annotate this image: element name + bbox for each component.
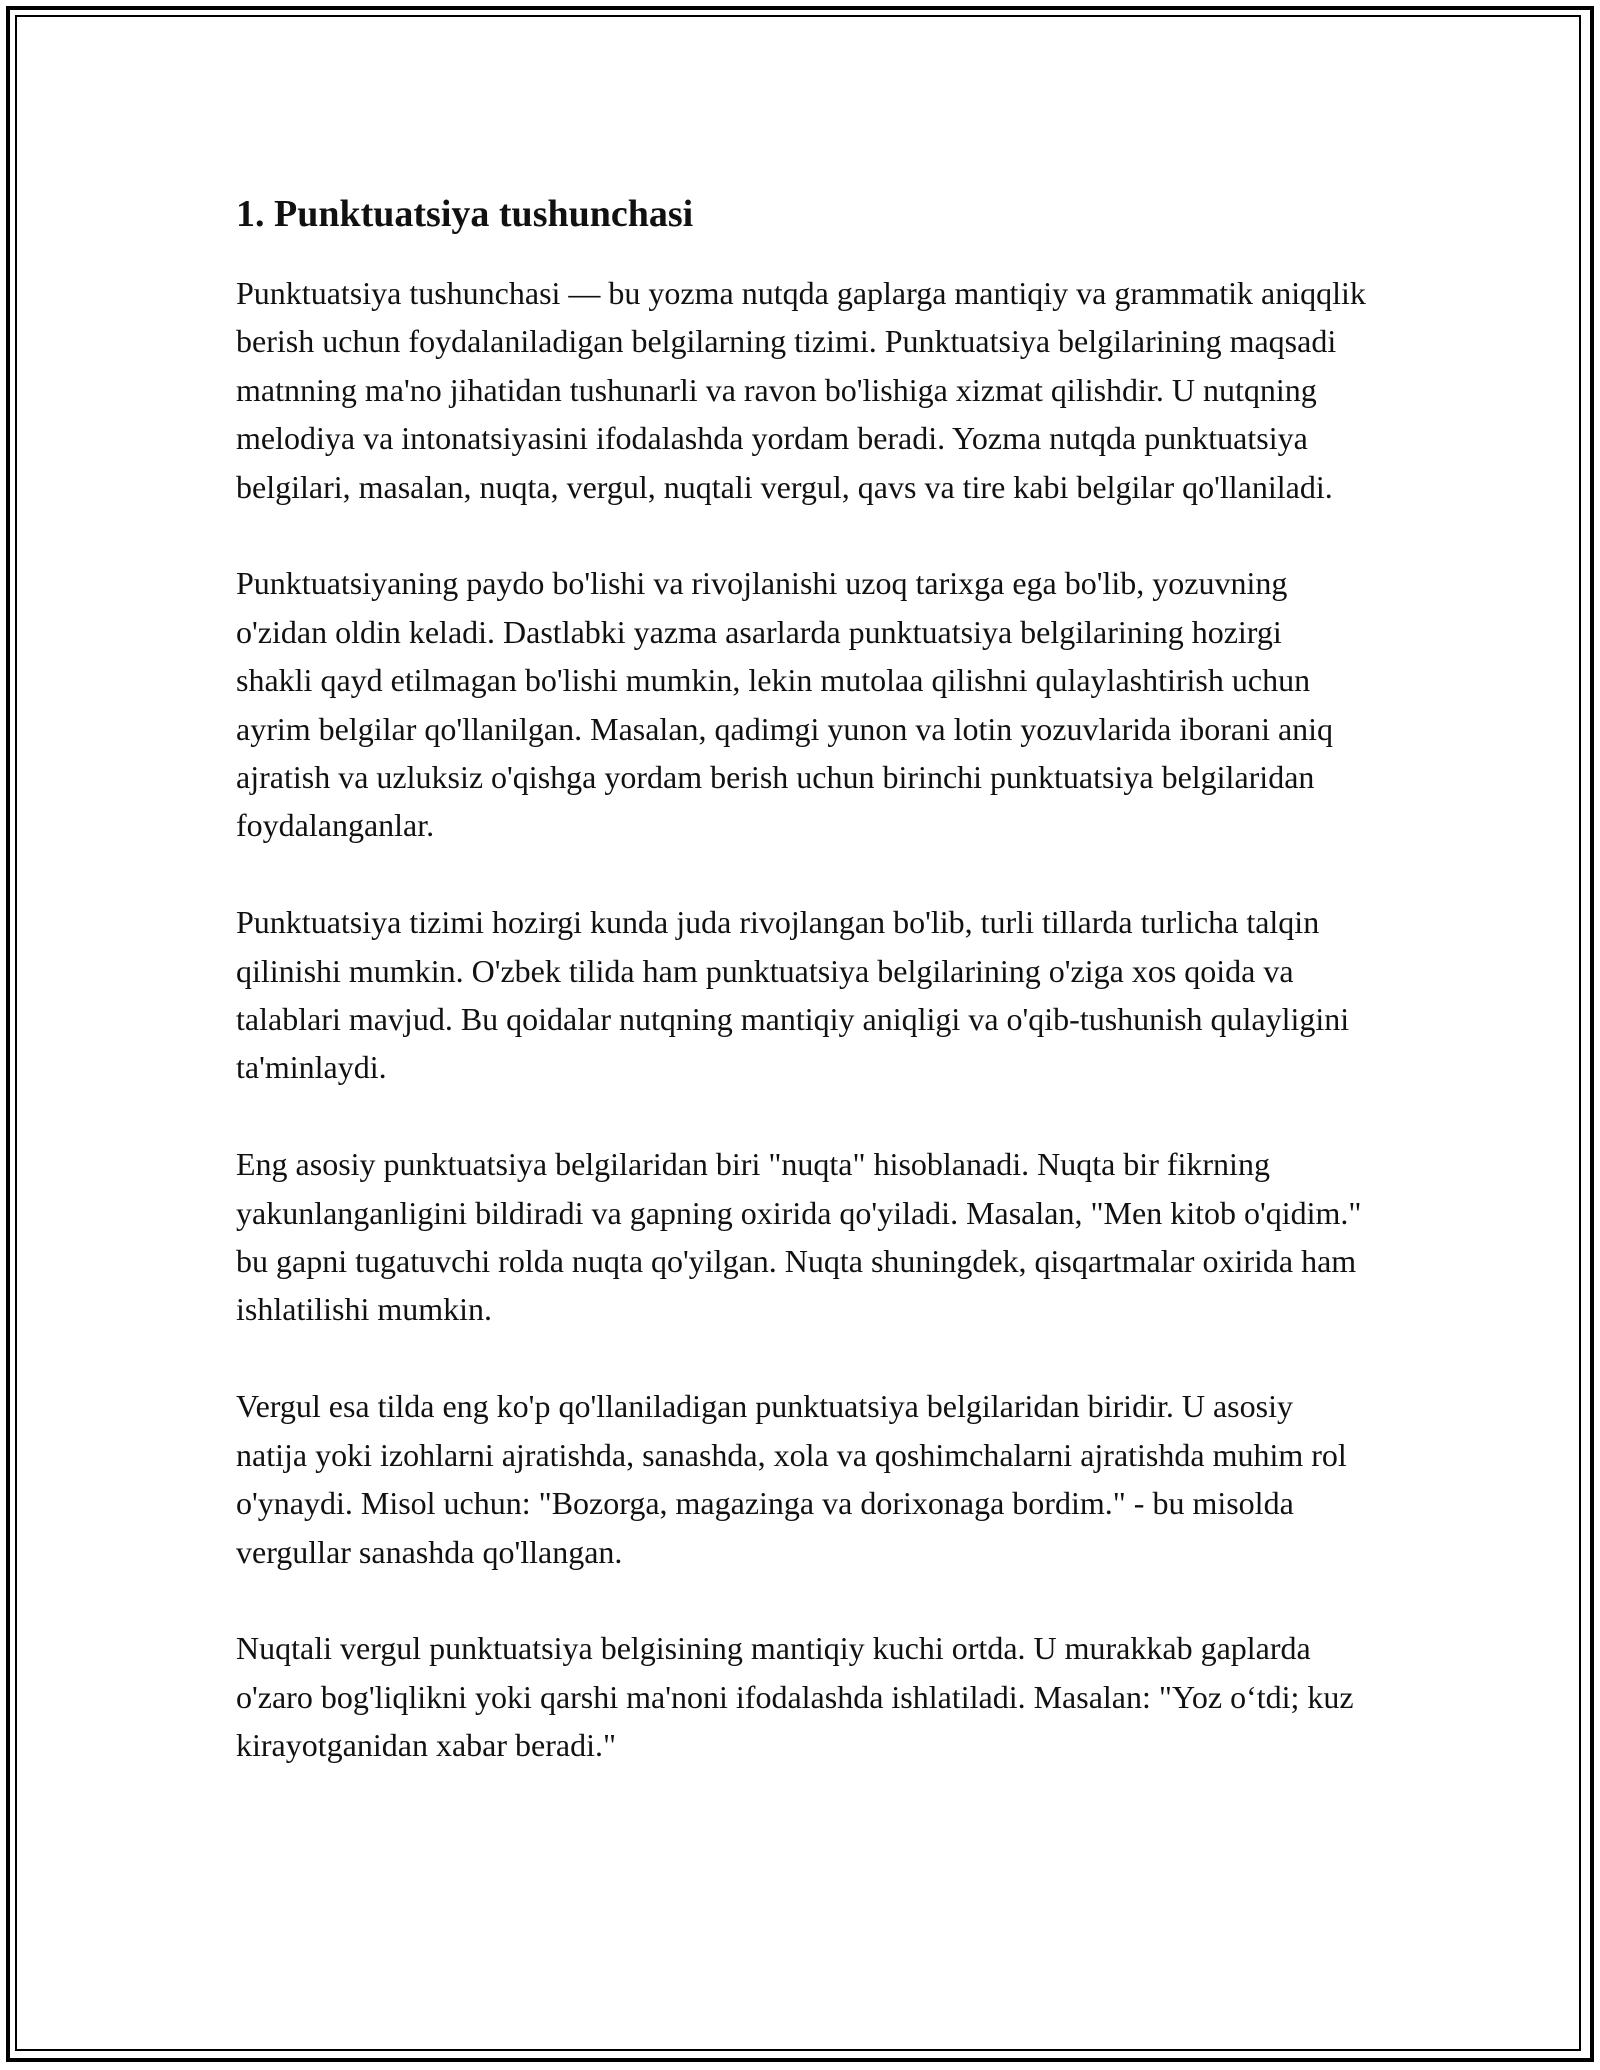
paragraph-period: Eng asosiy punktuatsiya belgilaridan biri "nuqta" hisoblanadi. Nuqta bir fikrning yakunlanganligini bildiradi va gapning oxirida qo'yiladi. Masalan, "Men kitob o'qidim." bu gapni tugatuvchi rolda nuqta qo'yilgan. Nuqta shuningdek, qisqartmalar oxirida ham ishlatilishi mumkin. — [236, 1146, 1362, 1328]
document-body — [236, 186, 1366, 1818]
paragraph-history: Punktuatsiyaning paydo bo'lishi va rivojlanishi uzoq tarixga ega bo'lib, yozuvning o'zidan oldin keladi. Dastlabki yazma asarlarda punktuatsiya belgilarining hozirgi shakli qayd etilmagan bo'lishi mumkin, lekin mutolaa qilishni qulaylashtirish uchun ayrim belgilar qo'llanilgan. Masalan, qadimgi yunon va lotin yozuvlarida iborani aniq ajratish va uzluksiz o'qishga yordam berish uchun birinchi punktuatsiya belgilaridan foydalanganlar. — [236, 565, 1334, 844]
paragraph-definition: Punktuatsiya tushunchasi — bu yozma nutqda gaplarga mantiqiy va grammatik aniqqlik berish uchun foydalaniladigan belgilarning tizimi. Punktuatsiya belgilarining maqsadi matnning ma'no jihatidan tushunarli va ravon bo'lishiga xizmat qilishdir. U nutqning melodiya va intonatsiyasini ifodalashda yordam beradi. Yozma nutqda punktuatsiya belgilari, masalan, nuqta, vergul, nuqtali vergul, qavs va tire kabi belgilar qo'llaniladi. — [236, 275, 1366, 505]
paragraph-modern-system: Punktuatsiya tizimi hozirgi kunda juda rivojlangan bo'lib, turli tillarda turlicha talqin qilinishi mumkin. O'zbek tilida ham punktuatsiya belgilarining o'ziga xos qoida va talablari mavjud. Bu qoidalar nutqning mantiqiy aniqligi va o'qib-tushunish qulayligini ta'minlaydi. — [236, 904, 1350, 1086]
paragraph-comma: Vergul esa tilda eng ko'p qo'llaniladigan punktuatsiya belgilaridan biridir. U asosiy natija yoki izohlarni ajratishda, sanashda, xola va qoshimchalarni ajratishda muhim rol o'ynaydi. Misol uchun: "Bozorga, magazinga va dorixonaga bordim." - bu misolda vergullar sanashda qo'llangan. — [236, 1388, 1347, 1570]
paragraph-semicolon: Nuqtali vergul punktuatsiya belgisining mantiqiy kuchi ortda. U murakkab gaplarda o'zaro bog'liqlikni yoki qarshi ma'noni ifodalashda ishlatiladi. Masalan: "Yoz o‘tdi; kuz kirayotganidan xabar beradi." — [236, 1630, 1354, 1764]
section-heading: 1. Punktuatsiya tushunchasi — [236, 193, 694, 235]
